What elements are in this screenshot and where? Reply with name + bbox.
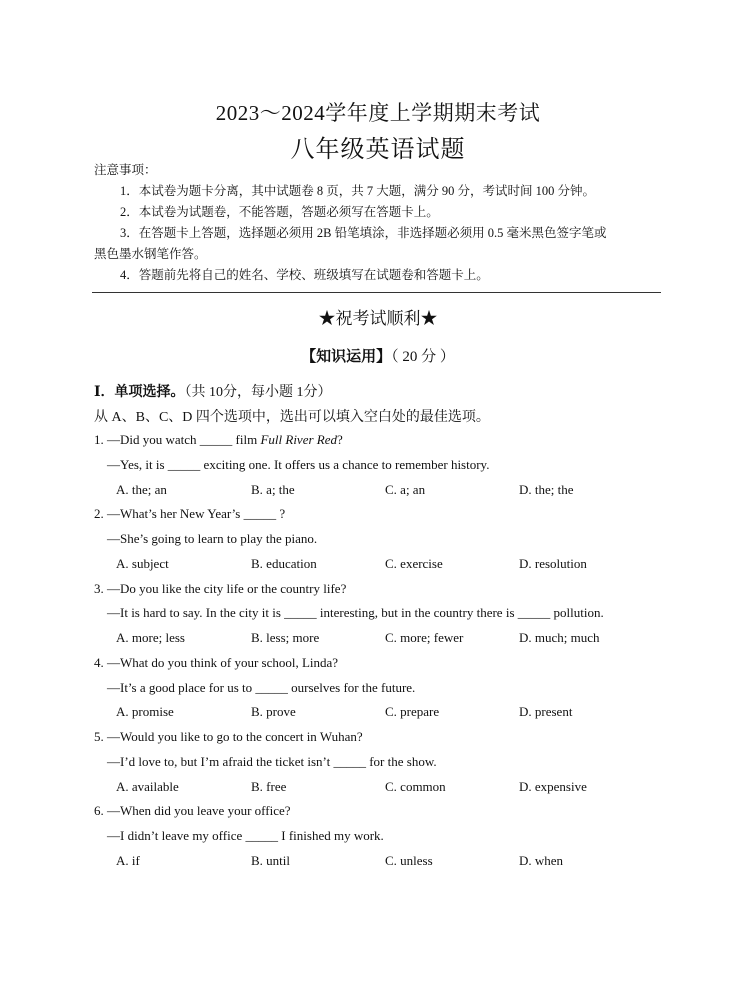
question-reply: —It is hard to say. In the city it is _____ interesting, but in the country there is _____ pollution. (107, 605, 604, 621)
question-stem: 2. —What’s her New Year’s _____ ? (94, 506, 286, 522)
question-reply: —I’d love to, but I’m afraid the ticket isn’t _____ for the show. (107, 753, 437, 769)
question-stem: 5. —Would you like to go to the concert in Wuhan? (94, 729, 363, 744)
section-heading (0, 345, 756, 366)
option-a: A. subject (116, 555, 169, 571)
option-d: D. expensive (519, 778, 587, 794)
option-b: B. education (251, 555, 317, 571)
question-reply: —It’s a good place for us to _____ ourselves for the future. (107, 679, 416, 695)
question-2 (94, 504, 694, 578)
question-reply: —Yes, it is _____ exciting one. It offers us a chance to remember history. (107, 456, 490, 472)
question-reply: —She’s going to learn to play the piano. (107, 531, 318, 546)
question-4 (94, 653, 694, 727)
option-d: D. present (519, 704, 573, 720)
option-b: B. until (251, 852, 291, 868)
notice-item-3: 3．在答题卡上答题，选择题必须用 2B 铅笔填涂，非选择题必须用 0.5 毫米黑色签字笔或 (120, 226, 607, 240)
question-options (116, 777, 676, 802)
option-a: A. more; less (116, 630, 185, 645)
option-b: B. free (251, 778, 287, 794)
notice-item-2: 2．本试卷为试题卷，不能答题，答题必须写在答题卡上。 (120, 205, 439, 219)
notice-heading: 注意事项： (94, 163, 157, 177)
part-heading: Ⅰ．单项选择。 (94, 385, 185, 400)
question-1 (94, 430, 694, 504)
option-d: D. the; the (519, 481, 574, 497)
question-stem: 1. —Did you watch _____ film Full River Red? (94, 432, 343, 447)
option-d: D. much; much (519, 630, 600, 645)
notice-list (94, 181, 674, 286)
option-a: A. available (116, 778, 179, 794)
question-5 (94, 727, 694, 801)
part-note: （共 10分，每小题 1分） (184, 385, 332, 400)
question-list (94, 430, 694, 876)
question-stem: 3. —Do you like the city life or the country life? (94, 580, 347, 596)
question-options (116, 851, 676, 876)
exam-subtitle: 八年级英语试题 (290, 137, 466, 163)
option-b: B. prove (251, 704, 296, 720)
question-6 (94, 801, 694, 875)
question-reply: —I didn’t leave my office _____ I finished my work. (107, 828, 384, 843)
question-stem: 4. —What do you think of your school, Linda? (94, 654, 339, 670)
question-options (116, 554, 676, 579)
option-c: C. common (385, 778, 446, 794)
option-d: D. when (519, 852, 564, 868)
good-luck-banner: ★祝考试顺利★ (318, 309, 438, 328)
exam-title: 2023～2024学年度上学期期末考试 (215, 101, 541, 125)
notice-item-1: 1．本试卷为题卡分离，其中试题卷 8 页，共 7 大题，满分 90 分，考试时间 100 分钟。 (120, 184, 596, 198)
notice-item-4: 4．答题前先将自己的姓名、学校、班级填写在试题卷和答题卡上。 (120, 268, 489, 282)
section-name: 【知识运用】 (301, 349, 392, 365)
option-c: C. prepare (385, 704, 440, 720)
option-a: A. promise (116, 704, 174, 720)
option-c: C. unless (385, 852, 433, 868)
notice-item-3-continued: 黑色墨水钢笔作答。 (94, 247, 207, 261)
question-stem: 6. —When did you leave your office? (94, 803, 291, 819)
part-title (94, 381, 332, 401)
option-a: A. if (116, 852, 140, 868)
question-options (116, 628, 676, 653)
option-a: A. the; an (116, 481, 167, 497)
section-points: （ 20 分 ） (391, 349, 455, 365)
option-b: B. a; the (251, 481, 295, 497)
part-instruction: 从 A、B、C、D 四个选项中，选出可以填入空白处的最佳选项。 (94, 410, 490, 425)
question-3 (94, 579, 694, 653)
question-options (116, 702, 676, 727)
option-c: C. a; an (385, 481, 426, 497)
option-d: D. resolution (519, 555, 587, 571)
option-c: C. more; fewer (385, 630, 464, 645)
option-c: C. exercise (385, 555, 443, 571)
option-b: B. less; more (251, 630, 320, 645)
divider (92, 292, 661, 293)
question-options (116, 480, 676, 505)
